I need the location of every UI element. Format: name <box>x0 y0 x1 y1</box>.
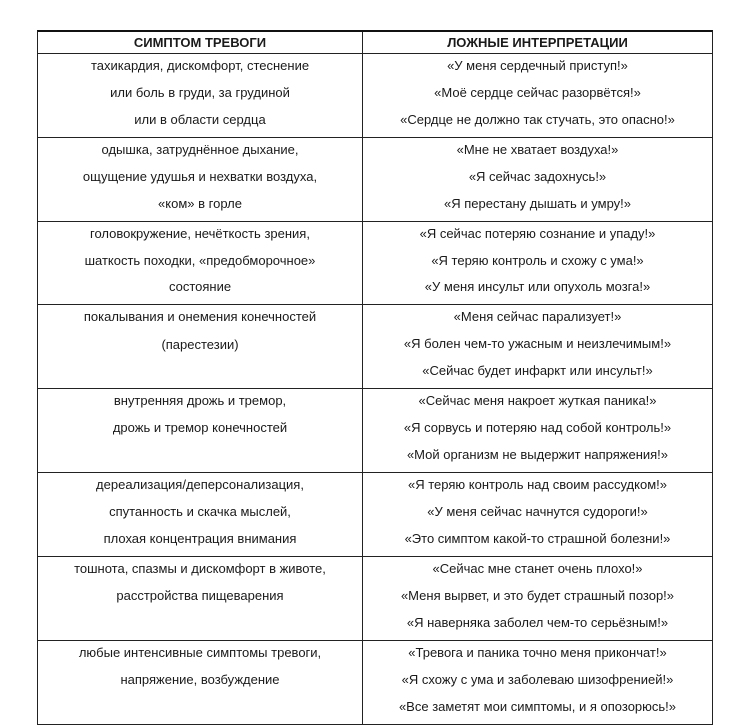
interpretation-line: «Тревога и паника точно меня прикончат!» <box>408 644 667 660</box>
symptom-cell <box>38 222 363 305</box>
interpretation-line: «Сердце не должно так стучать, это опасно!» <box>400 111 675 127</box>
interpretation-line: «Я перестану дышать и умру!» <box>443 195 632 211</box>
table-row <box>38 222 712 306</box>
header-interpretations: ЛОЖНЫЕ ИНТЕРПРЕТАЦИИ <box>447 35 628 50</box>
symptom-line: напряжение, возбуждение <box>120 671 280 687</box>
symptom-line: ощущение удушья и нехватки воздуха, <box>82 168 318 184</box>
symptom-line: или боль в груди, за грудиной <box>110 84 290 100</box>
symptom-line: или в области сердца <box>134 111 266 127</box>
symptom-cell <box>38 557 363 640</box>
symptom-cell <box>38 389 363 472</box>
interpretation-line: «Моё сердце сейчас разорвётся!» <box>434 84 641 100</box>
table-row <box>38 473 712 557</box>
interpretation-cell <box>363 305 712 388</box>
interpretation-line: «Меня вырвет, и это будет страшный позор!» <box>400 587 675 603</box>
symptom-line: головокружение, нечёткость зрения, <box>90 225 310 241</box>
interpretation-line: «Сейчас меня накроет жуткая паника!» <box>418 393 657 409</box>
interpretation-line: «Я теряю контроль над своим рассудком!» <box>408 476 667 492</box>
table-row <box>38 389 712 473</box>
interpretation-cell <box>363 473 712 556</box>
interpretation-line: «У меня сейчас начнутся судороги!» <box>427 503 648 519</box>
symptom-line: состояние <box>168 279 232 295</box>
symptom-line: расстройства пищеварения <box>116 588 284 604</box>
table-body <box>38 54 712 724</box>
header-symptom: СИМПТОМ ТРЕВОГИ <box>38 32 363 53</box>
interpretation-line: «Все заметят мои симптомы, и я опозорюсь!» <box>398 699 677 715</box>
interpretation-line: «Сейчас мне станет очень плохо!» <box>432 560 643 576</box>
symptom-line: шаткость походки, «предобморочное» <box>84 252 316 268</box>
symptom-cell <box>38 473 363 556</box>
symptom-line: дереализация/деперсонализация, <box>96 476 304 492</box>
symptom-line: покалывания и онемения конечностей <box>83 309 317 325</box>
table-row <box>38 557 712 641</box>
anxiety-symptoms-table <box>37 30 713 725</box>
interpretation-cell <box>363 557 712 640</box>
interpretation-line: «Я схожу с ума и заболеваю шизофренией!» <box>401 671 674 687</box>
interpretation-line: «Меня сейчас парализует!» <box>453 309 622 325</box>
interpretation-line: «Я теряю контроль и схожу с ума!» <box>431 252 644 268</box>
table-header <box>38 32 712 54</box>
table-row <box>38 138 712 222</box>
symptom-line: одышка, затруднённое дыхание, <box>101 141 299 157</box>
table-row <box>38 641 712 725</box>
interpretation-line: «Я наверняка заболел чем-то серьёзным!» <box>406 614 669 630</box>
interpretation-cell <box>363 54 712 137</box>
symptom-line: тахикардия, дискомфорт, стеснение <box>90 58 310 73</box>
symptom-cell <box>38 54 363 137</box>
table-row <box>38 54 712 138</box>
symptom-line: любые интенсивные симптомы тревоги, <box>78 644 322 660</box>
interpretation-cell <box>363 389 712 472</box>
symptom-line: (парестезии) <box>161 336 239 352</box>
interpretation-cell <box>363 222 712 305</box>
interpretation-line: «Мой организм не выдержит напряжения!» <box>406 447 669 463</box>
interpretation-line: «Сейчас будет инфаркт или инсульт!» <box>422 363 653 379</box>
interpretation-cell <box>363 138 712 221</box>
interpretation-line: «Я болен чем-то ужасным и неизлечимым!» <box>403 336 672 352</box>
symptom-line: внутренняя дрожь и тремор, <box>113 393 287 409</box>
symptom-cell <box>38 305 363 388</box>
interpretation-line: «Я сейчас задохнусь!» <box>468 168 607 184</box>
interpretation-line: «Я сорвусь и потеряю над собой контроль!» <box>403 420 672 436</box>
symptom-line: «ком» в горле <box>158 195 242 211</box>
symptom-line: дрожь и тремор конечностей <box>112 420 288 436</box>
interpretation-line: «Это симптом какой-то страшной болезни!» <box>404 530 671 546</box>
symptom-line: плохая концентрация внимания <box>103 530 297 546</box>
symptom-cell <box>38 138 363 221</box>
interpretation-line: «Мне не хватает воздуха!» <box>456 141 619 157</box>
interpretation-line: «Я сейчас потеряю сознание и упаду!» <box>419 225 656 241</box>
symptom-cell <box>38 641 363 725</box>
interpretation-cell <box>363 641 712 725</box>
interpretation-line: «У меня инсульт или опухоль мозга!» <box>424 279 651 295</box>
symptom-line: тошнота, спазмы и дискомфорт в животе, <box>74 560 326 576</box>
symptom-line: спутанность и скачка мыслей, <box>109 503 291 519</box>
interpretation-line: «У меня сердечный приступ!» <box>447 58 628 73</box>
table-row <box>38 305 712 389</box>
